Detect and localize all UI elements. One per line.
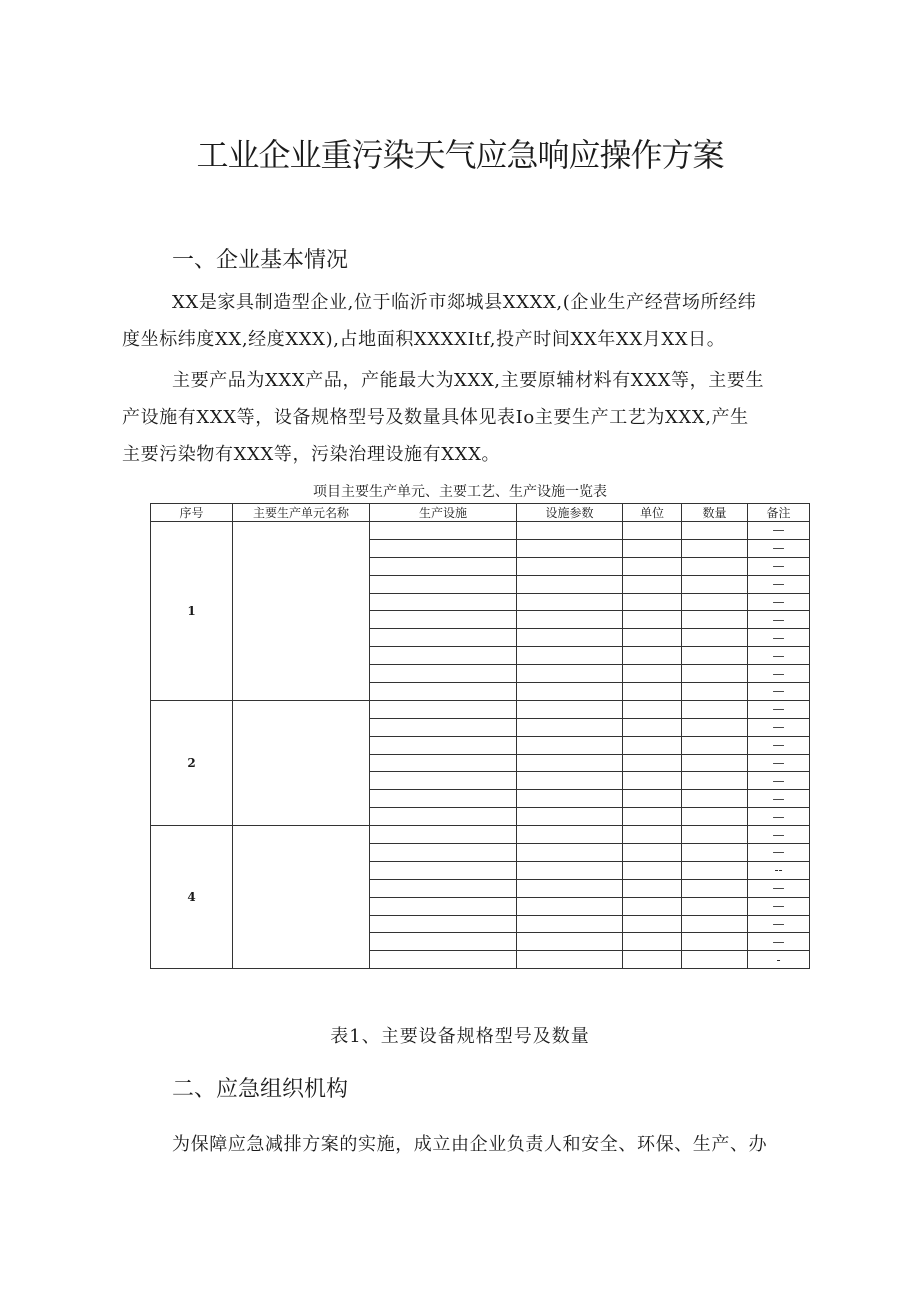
parameter-cell — [517, 844, 623, 862]
unit-cell — [623, 522, 682, 540]
facility-cell — [370, 951, 517, 969]
quantity-cell — [682, 861, 748, 879]
parameter-cell — [517, 754, 623, 772]
quantity-cell — [682, 683, 748, 701]
parameter-cell — [517, 736, 623, 754]
parameter-cell — [517, 879, 623, 897]
serial-number-cell: 2 — [151, 700, 233, 825]
quantity-cell — [682, 522, 748, 540]
table-caption: 表1、主要设备规格型号及数量 — [330, 1026, 590, 1047]
parameter-cell — [517, 539, 623, 557]
facility-cell — [370, 826, 517, 844]
facility-cell — [370, 647, 517, 665]
unit-cell — [623, 629, 682, 647]
parameter-cell — [517, 629, 623, 647]
facility-cell — [370, 933, 517, 951]
unit-cell — [623, 539, 682, 557]
remark-cell: — — [748, 647, 810, 665]
quantity-cell — [682, 700, 748, 718]
facility-cell — [370, 879, 517, 897]
table-row — [151, 826, 810, 844]
remark-cell: — — [748, 522, 810, 540]
parameter-cell — [517, 772, 623, 790]
parameter-cell — [517, 593, 623, 611]
quantity-cell — [682, 754, 748, 772]
unit-cell — [623, 915, 682, 933]
paragraph-line: 主要污染物有XXX等，污染治理设施有XXX。 — [122, 444, 501, 465]
facility-cell — [370, 629, 517, 647]
unit-cell — [623, 933, 682, 951]
remark-cell: — — [748, 808, 810, 826]
unit-cell — [623, 808, 682, 826]
facility-cell — [370, 522, 517, 540]
quantity-cell — [682, 897, 748, 915]
facility-cell — [370, 539, 517, 557]
unit-cell — [623, 772, 682, 790]
facility-cell — [370, 790, 517, 808]
unit-cell — [623, 647, 682, 665]
remark-cell: — — [748, 790, 810, 808]
section-heading-emergency-org: 二、应急组织机构 — [172, 1077, 349, 1102]
unit-cell — [623, 557, 682, 575]
parameter-cell — [517, 826, 623, 844]
unit-name-cell — [233, 522, 370, 701]
table-body — [151, 522, 810, 969]
paragraph-line: 度坐标纬度XX,经度XXX),占地面积XXXXItf,投产时间XX年XX月XX日。 — [122, 329, 726, 350]
unit-name-cell — [233, 700, 370, 825]
facility-cell — [370, 736, 517, 754]
remark-cell: - — [748, 951, 810, 969]
remark-cell: — — [748, 897, 810, 915]
table-row — [151, 700, 810, 718]
unit-cell — [623, 575, 682, 593]
remark-cell: — — [748, 933, 810, 951]
paragraph-company-intro — [122, 284, 857, 358]
header-cell: 生产设施 — [370, 504, 517, 522]
unit-cell — [623, 718, 682, 736]
unit-cell — [623, 861, 682, 879]
facility-cell — [370, 557, 517, 575]
quantity-cell — [682, 557, 748, 575]
remark-cell: — — [748, 736, 810, 754]
quantity-cell — [682, 933, 748, 951]
remark-cell: — — [748, 557, 810, 575]
facility-cell — [370, 575, 517, 593]
unit-cell — [623, 593, 682, 611]
remark-cell: — — [748, 575, 810, 593]
unit-cell — [623, 790, 682, 808]
paragraph-products — [122, 362, 857, 473]
header-cell: 数量 — [682, 504, 748, 522]
parameter-cell — [517, 611, 623, 629]
remark-cell: — — [748, 539, 810, 557]
equipment-table — [150, 503, 810, 969]
quantity-cell — [682, 826, 748, 844]
parameter-cell — [517, 790, 623, 808]
parameter-cell — [517, 915, 623, 933]
remark-cell: — — [748, 754, 810, 772]
parameter-cell — [517, 683, 623, 701]
document-title: 工业企业重污染天气应急响应操作方案 — [196, 136, 724, 174]
quantity-cell — [682, 844, 748, 862]
facility-cell — [370, 861, 517, 879]
remark-cell: — — [748, 700, 810, 718]
remark-cell: — — [748, 593, 810, 611]
table-header-row — [151, 504, 810, 522]
quantity-cell — [682, 879, 748, 897]
remark-cell: — — [748, 826, 810, 844]
quantity-cell — [682, 539, 748, 557]
facility-cell — [370, 665, 517, 683]
header-cell: 设施参数 — [517, 504, 623, 522]
quantity-cell — [682, 629, 748, 647]
remark-cell: — — [748, 611, 810, 629]
unit-cell — [623, 879, 682, 897]
quantity-cell — [682, 951, 748, 969]
unit-cell — [623, 683, 682, 701]
facility-cell — [370, 897, 517, 915]
quantity-cell — [682, 575, 748, 593]
table-row — [151, 522, 810, 540]
header-cell: 单位 — [623, 504, 682, 522]
remark-cell: — — [748, 915, 810, 933]
facility-cell — [370, 700, 517, 718]
remark-cell: — — [748, 629, 810, 647]
parameter-cell — [517, 557, 623, 575]
quantity-cell — [682, 808, 748, 826]
facility-cell — [370, 754, 517, 772]
quantity-cell — [682, 915, 748, 933]
header-cell: 备注 — [748, 504, 810, 522]
quantity-cell — [682, 611, 748, 629]
unit-cell — [623, 844, 682, 862]
facility-cell — [370, 718, 517, 736]
facility-cell — [370, 808, 517, 826]
parameter-cell — [517, 575, 623, 593]
remark-cell: — — [748, 879, 810, 897]
facility-cell — [370, 611, 517, 629]
serial-number-cell: 1 — [151, 522, 233, 701]
parameter-cell — [517, 897, 623, 915]
parameter-cell — [517, 522, 623, 540]
parameter-cell — [517, 808, 623, 826]
quantity-cell — [682, 647, 748, 665]
facility-cell — [370, 915, 517, 933]
unit-cell — [623, 736, 682, 754]
parameter-cell — [517, 861, 623, 879]
remark-cell: — — [748, 718, 810, 736]
facility-cell — [370, 772, 517, 790]
remark-cell: — — [748, 665, 810, 683]
parameter-cell — [517, 933, 623, 951]
quantity-cell — [682, 665, 748, 683]
remark-cell: -- — [748, 861, 810, 879]
serial-number-cell: 4 — [151, 826, 233, 969]
paragraph-line: 主要产品为XXX产品，产能最大为XXX,主要原辅材料有XXX等，主要生 — [172, 370, 765, 391]
unit-cell — [623, 665, 682, 683]
facility-cell — [370, 844, 517, 862]
table-title: 项目主要生产单元、主要工艺、生产设施一览表 — [313, 484, 607, 500]
unit-cell — [623, 826, 682, 844]
section-heading-basic-info: 一、企业基本情况 — [172, 248, 349, 273]
quantity-cell — [682, 736, 748, 754]
quantity-cell — [682, 790, 748, 808]
remark-cell: — — [748, 683, 810, 701]
paragraph-emergency-org — [172, 1126, 857, 1163]
unit-cell — [623, 951, 682, 969]
facility-cell — [370, 593, 517, 611]
unit-cell — [623, 754, 682, 772]
unit-cell — [623, 611, 682, 629]
header-cell: 主要生产单元名称 — [233, 504, 370, 522]
paragraph-line: 产设施有XXX等，设备规格型号及数量具体见表Io主要生产工艺为XXX,产生 — [122, 407, 749, 428]
unit-cell — [623, 700, 682, 718]
paragraph-line: XX是家具制造型企业,位于临沂市郯城县XXXX,(企业生产经营场所经纬 — [172, 292, 757, 313]
remark-cell: — — [748, 844, 810, 862]
parameter-cell — [517, 700, 623, 718]
parameter-cell — [517, 951, 623, 969]
parameter-cell — [517, 718, 623, 736]
quantity-cell — [682, 772, 748, 790]
remark-cell: — — [748, 772, 810, 790]
header-cell: 序号 — [151, 504, 233, 522]
quantity-cell — [682, 593, 748, 611]
paragraph-line: 为保障应急减排方案的实施，成立由企业负责人和安全、环保、生产、办 — [172, 1134, 768, 1155]
unit-cell — [623, 897, 682, 915]
parameter-cell — [517, 665, 623, 683]
unit-name-cell — [233, 826, 370, 969]
facility-cell — [370, 683, 517, 701]
parameter-cell — [517, 647, 623, 665]
quantity-cell — [682, 718, 748, 736]
